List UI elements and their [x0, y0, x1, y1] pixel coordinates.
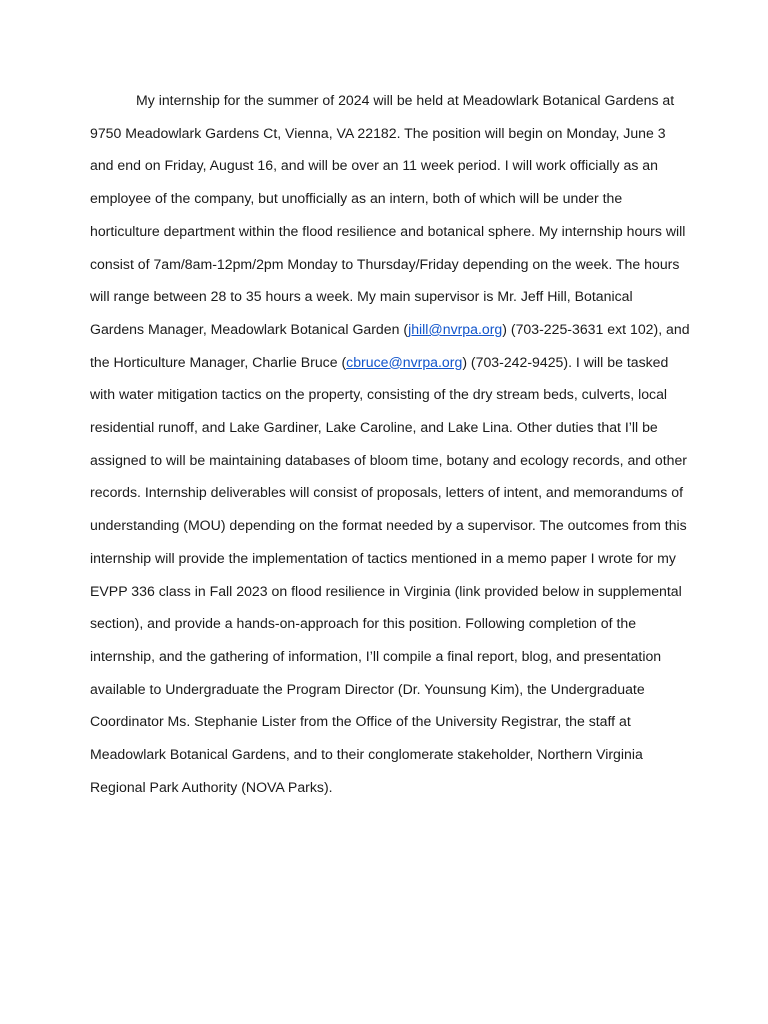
paragraph-line: Regional Park Authority (NOVA Parks).	[90, 778, 333, 795]
paragraph-line: assigned to will be maintaining databases of bloom time, botany and ecology records, and other	[90, 451, 687, 468]
paragraph-line: with water mitigation tactics on the property, consisting of the dry stream beds, culverts, local	[90, 386, 668, 403]
line-text: Gardens Manager, Meadowlark Botanical Garden (	[90, 320, 409, 337]
email-link-cbruce[interactable]: cbruce@nvrpa.org	[346, 353, 463, 370]
paragraph-line: horticulture department within the flood resilience and botanical sphere. My internship hours will	[90, 222, 686, 239]
paragraph-line: understanding (MOU) depending on the format needed by a supervisor. The outcomes from this	[90, 517, 687, 534]
email-link-jhill[interactable]: jhill@nvrpa.org	[408, 320, 503, 337]
paragraph-line: My internship for the summer of 2024 will be held at Meadowlark Botanical Gardens at	[136, 92, 675, 108]
paragraph-line: employee of the company, but unofficially as an intern, both of which will be under the	[90, 190, 623, 207]
paragraph-line: records. Internship deliverables will consist of proposals, letters of intent, and memorandums of	[90, 484, 684, 501]
paragraph-line: and end on Friday, August 16, and will be over an 11 week period. I will work officially as an	[90, 157, 658, 174]
paragraph-line: available to Undergraduate the Program Director (Dr. Younsung Kim), the Undergraduate	[90, 680, 645, 697]
paragraph-line: 9750 Meadowlark Gardens Ct, Vienna, VA 22182. The position will begin on Monday, June 3	[90, 124, 666, 141]
paragraph-line: internship will provide the implementation of tactics mentioned in a memo paper I wrote for my	[90, 549, 676, 566]
line-text: the Horticulture Manager, Charlie Bruce (	[90, 353, 347, 370]
paragraph-line: internship, and the gathering of information, I’ll compile a final report, blog, and presentation	[90, 647, 662, 664]
internship-paragraph	[90, 84, 690, 803]
paragraph-line: will range between 28 to 35 hours a week. My main supervisor is Mr. Jeff Hill, Botanical	[90, 288, 633, 305]
paragraph-line: Meadowlark Botanical Gardens, and to their conglomerate stakeholder, Northern Virginia	[90, 746, 643, 763]
paragraph-line: residential runoff, and Lake Gardiner, Lake Caroline, and Lake Lina. Other duties that I’ll be	[90, 419, 658, 436]
paragraph-line: Coordinator Ms. Stephanie Lister from the Office of the University Registrar, the staff at	[90, 713, 631, 730]
paragraph-line	[90, 313, 690, 346]
paragraph-line: consist of 7am/8am-12pm/2pm Monday to Thursday/Friday depending on the week. The hours	[90, 255, 680, 272]
paragraph-line: section), and provide a hands-on-approach for this position. Following completion of the	[90, 615, 637, 632]
line-text: ) (703-225-3631 ext 102), and	[502, 320, 690, 337]
line-text: ) (703-242-9425). I will be tasked	[462, 353, 669, 370]
paragraph-line	[90, 346, 690, 379]
paragraph-line: EVPP 336 class in Fall 2023 on flood resilience in Virginia (link provided below in supplemental	[90, 582, 682, 599]
